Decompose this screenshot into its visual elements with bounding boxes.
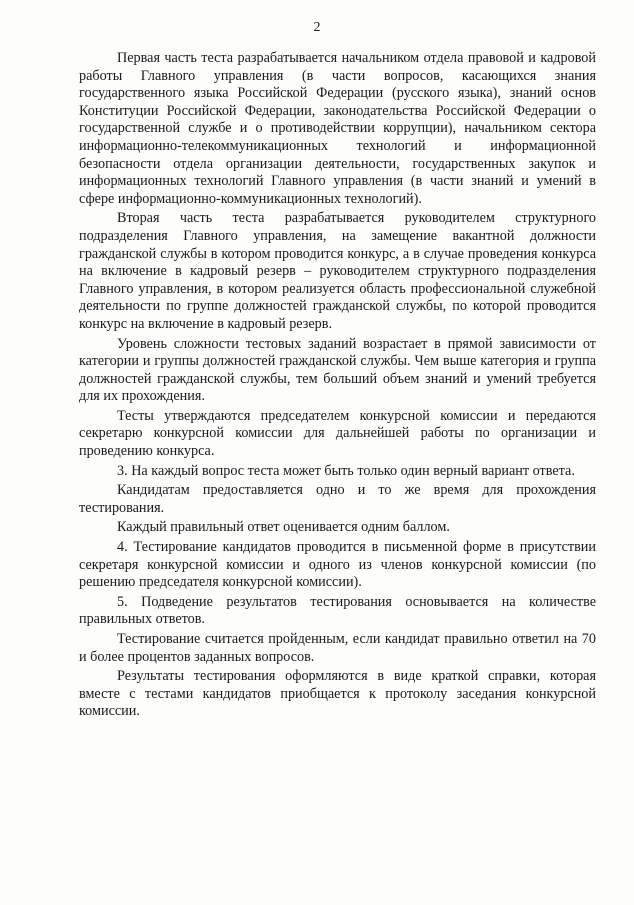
paragraph-item-4-testing-form: 4. Тестирование кандидатов проводится в письменной форме в присутствии секретаря конкурсной комиссии и одного из членов конкурсной комиссии (по решению председателя конкурсной комиссии). xyxy=(79,539,596,591)
paragraph-scoring: Каждый правильный ответ оценивается одним баллом. xyxy=(117,519,450,536)
paragraph-test-part-two: Вторая часть теста разрабатывается руководителем структурного подразделения Главного управления, на замещение вакантной должности гражданской службы в котором проводится конкурс, а в случае проведения конкурса на включение в кадровый резерв – руководителем структурного подразделения Главного управления, в котором реализуется область профессиональной служебной деятельности по группе должностей гражданской службы, по которой проводится конкурс на включение в кадровый резерв. xyxy=(79,210,596,332)
paragraph-difficulty-level: Уровень сложности тестовых заданий возрастает в прямой зависимости от категории и группы должностей гражданской службы. Чем выше категория и группа должностей гражданской службы, тем больший объем знаний и умений требуется для их прохождения. xyxy=(79,335,596,405)
paragraph-pass-threshold: Тестирование считается пройденным, если кандидат правильно ответил на 70 и более процентов заданных вопросов. xyxy=(79,631,596,665)
paragraph-test-part-one: Первая часть теста разрабатывается начальником отдела правовой и кадровой работы Главного управления (в части вопросов, касающихся знания государственного языка Российской Федерации (русского языка), знаний основ Конституции Российской Федерации, законодательства Российской Федерации о государственной службе и о противодействии коррупции), начальником сектора информационно-телекоммуникационных технологий и информационной безопасности отдела организации деятельности, государственных закупок и информационных технологий Главного управления (в части знаний и умений в сфере информационно-коммуникационных технологий). xyxy=(79,50,596,207)
paragraph-equal-time: Кандидатам предоставляется одно и то же время для прохождения тестирования. xyxy=(79,482,596,516)
paragraph-results-report: Результаты тестирования оформляются в виде краткой справки, которая вместе с тестами кандидатов приобщается к протоколу заседания конкурсной комиссии. xyxy=(79,668,596,720)
page-number: 2 xyxy=(313,20,321,35)
document-body xyxy=(79,50,596,723)
paragraph-item-3-single-answer: 3. На каждый вопрос теста может быть только один верный вариант ответа. xyxy=(117,462,575,479)
paragraph-test-approval: Тесты утверждаются председателем конкурсной комиссии и передаются секретарю конкурсной комиссии для дальнейшей работы по организации и проведению конкурса. xyxy=(79,407,596,460)
paragraph-item-5-results: 5. Подведение результатов тестирования основывается на количестве правильных ответов. xyxy=(79,593,596,628)
